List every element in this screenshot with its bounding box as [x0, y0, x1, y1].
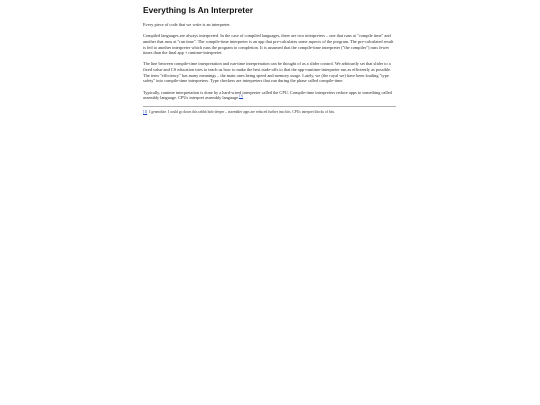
- paragraph-4-text: Typically, runtime interpretation is done by a hard-wired interpreter called the CPU. Compile-time interpreters reduce apps to something called assembly language. CPUs interpret assembly language.: [143, 89, 392, 101]
- footnote-backlink[interactable]: [1]: [143, 110, 148, 115]
- footnote: [143, 110, 396, 115]
- paragraph-3: The line between compile-time interpretation and run-time interpretation can be thought of as a slider control. We arbitrarily set that slider to a fixed value and CS education tries to teach us how to make the best trade-offs to that the app+runtime-interpreter run as efficiently as possible. The term "efficiency" has many meanings – the main ones being speed and memory usage. Lately, we (the royal we) have been loading "type safety" into compile-time interpreters. Type checkers are interpreters that run during the phase called compile-time.: [143, 61, 392, 84]
- article-title: Everything Is An Interpreter: [143, 5, 253, 15]
- paragraph-1: Every piece of code that we write is an interpreter.: [143, 22, 231, 27]
- paragraph-2: Compiled languages are always interpreted. In the case of compiled languages, there are two interpreters – one that runs at "compile time" and another that runs at "run time". The compile-time interpreter is an app that pre-calculates some aspects of the program. The pre-calculated result is fed to another interpreter which runs the program to completion. It is assumed that the compile-time interpreter ("the compiler") runs fewer times than the final app + runtime-interpreter.: [143, 33, 394, 56]
- footnote-reference-link[interactable]: [1]: [239, 93, 244, 98]
- footnote-divider: [143, 106, 396, 107]
- article: [143, 0, 396, 115]
- footnote-text: I generalize. I could go down this rabbit hole deeper – assembler apps are reduced further into bits. CPUs interpret blocks of bits.: [149, 110, 335, 115]
- paragraph-4: [143, 90, 396, 101]
